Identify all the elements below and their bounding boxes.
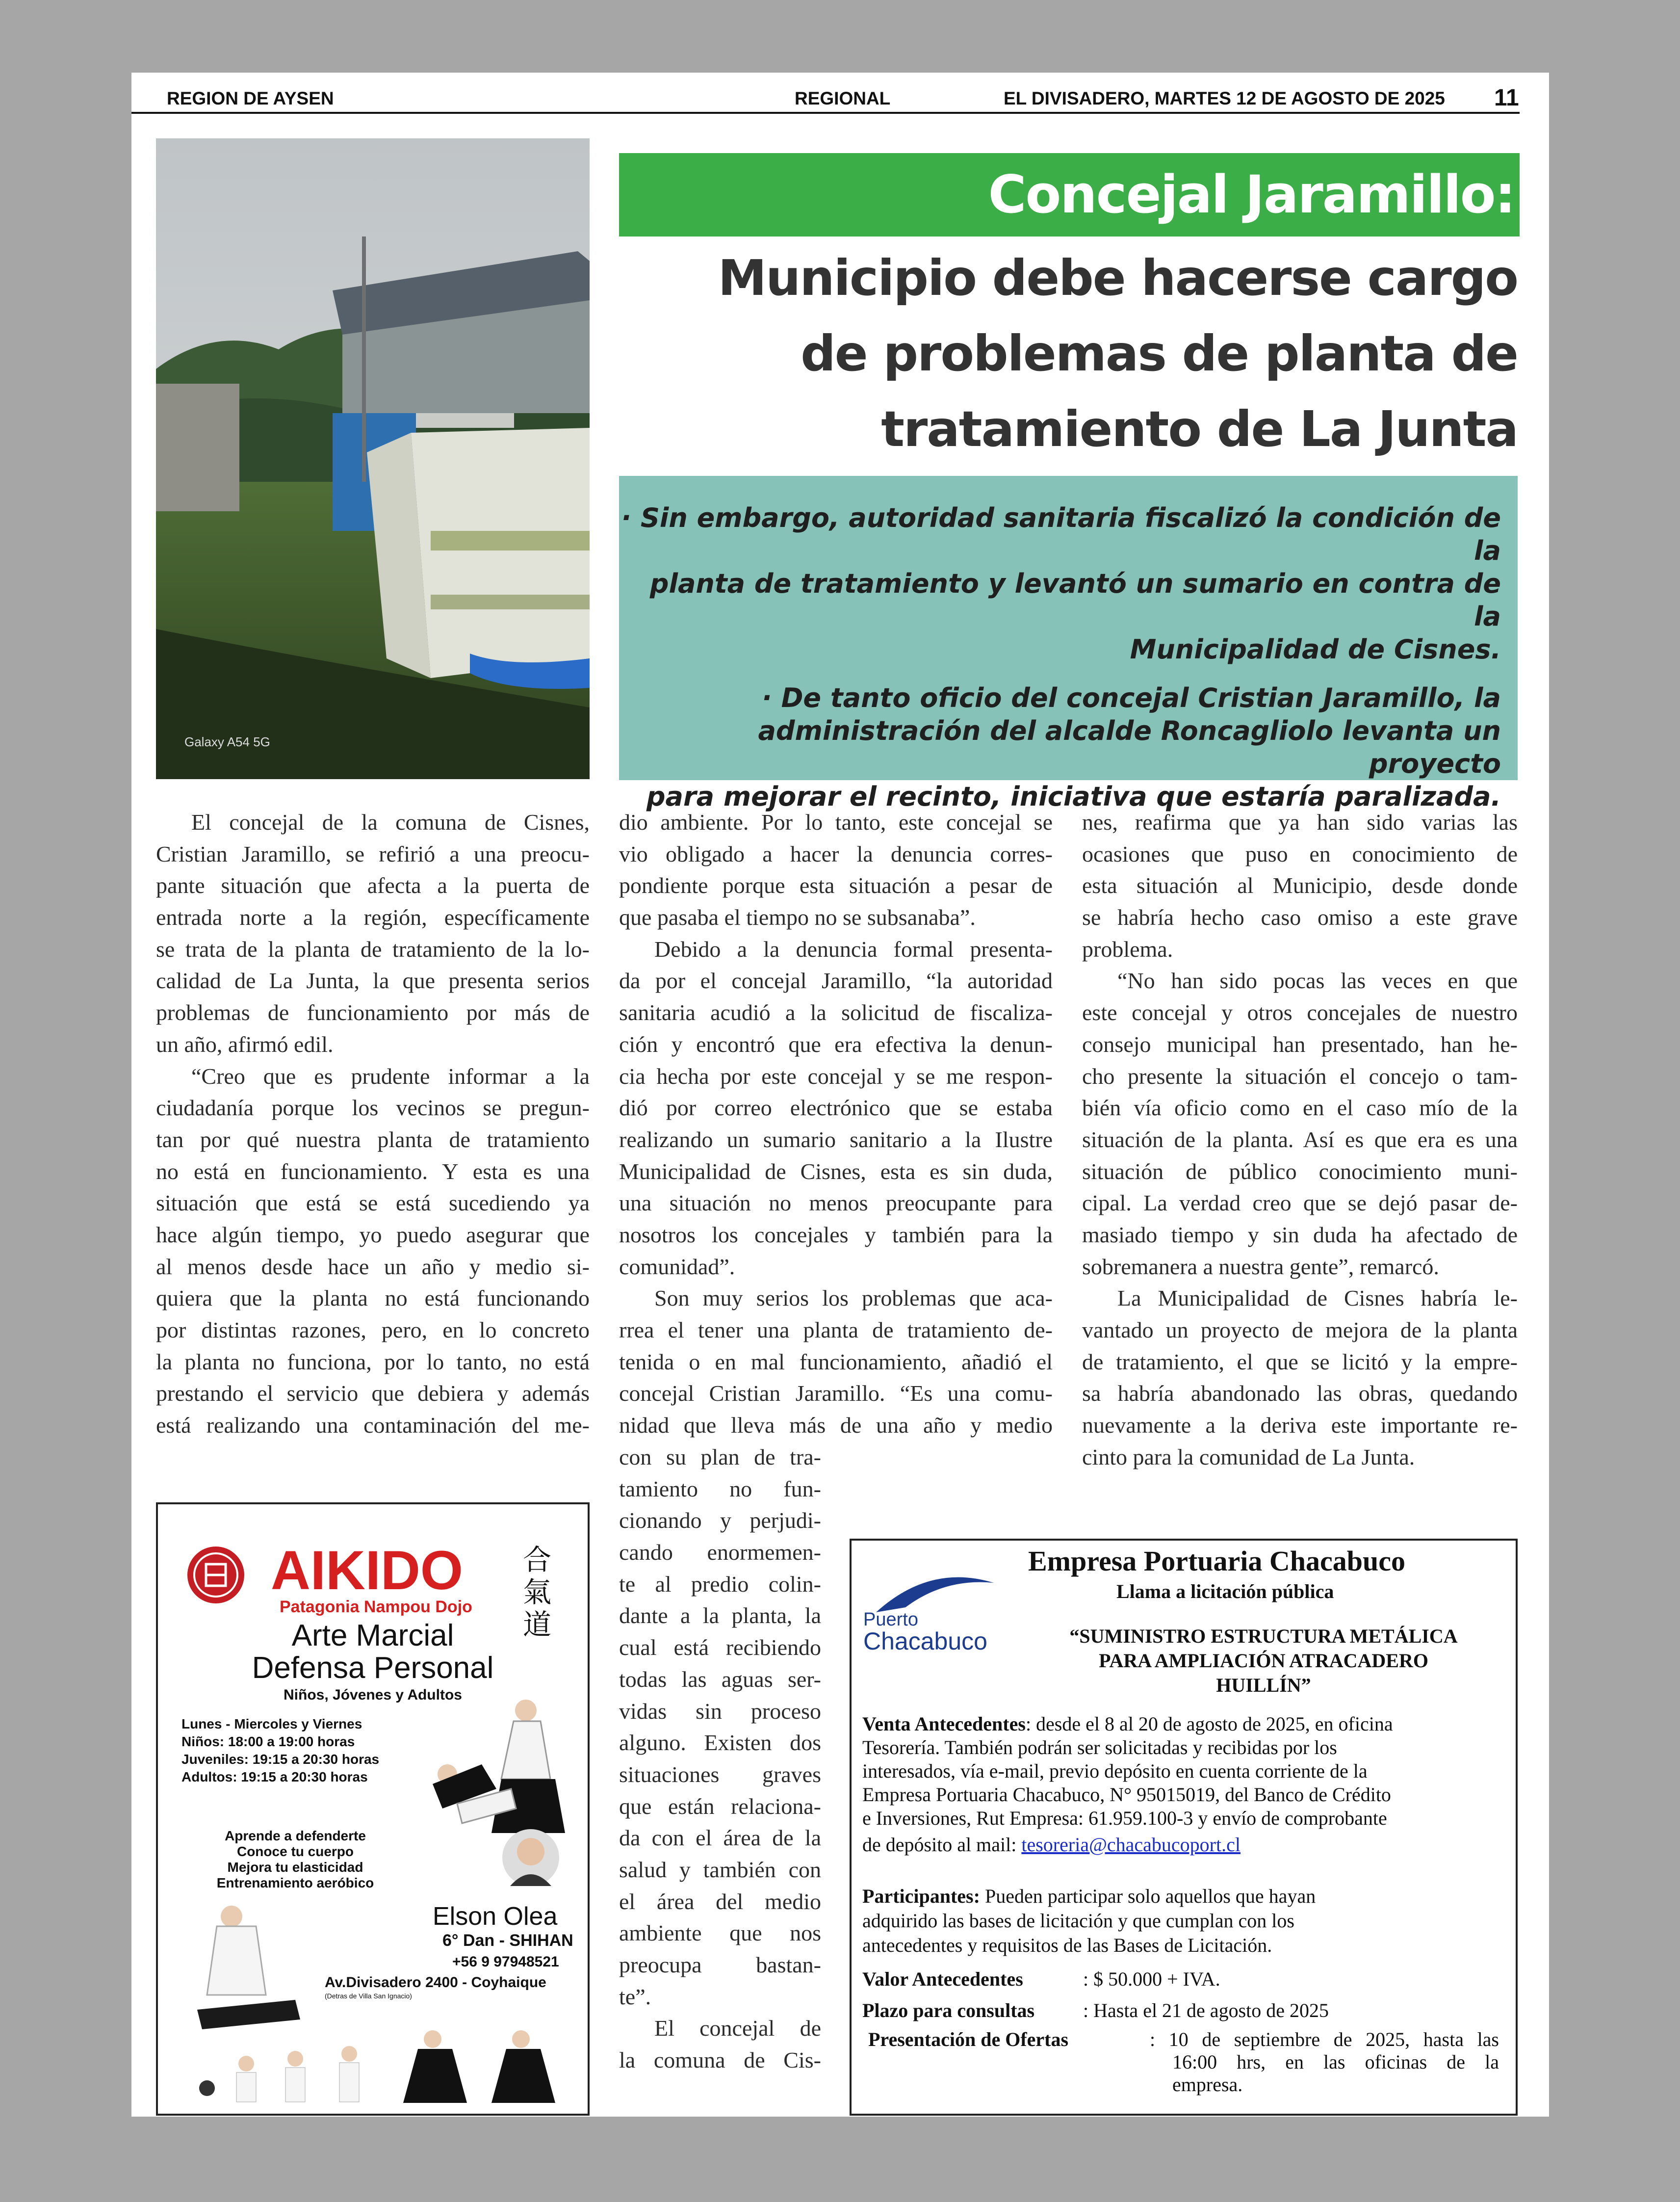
participantes-line: adquirido las bases de licitación y que cumplan con los bbox=[862, 1910, 1294, 1932]
body-line: que están relaciona- bbox=[619, 1793, 821, 1819]
body-line: dante a la planta, la bbox=[619, 1603, 821, 1628]
email-link[interactable]: tesoreria@chacabucoport.cl bbox=[1021, 1834, 1241, 1856]
dojo-seal-icon bbox=[185, 1545, 246, 1605]
body-line: te”. bbox=[619, 1984, 651, 2009]
body-line: cando enormemen- bbox=[619, 1540, 821, 1565]
participantes-line: antecedentes y requisitos de las Bases de Licitación. bbox=[862, 1934, 1272, 1956]
body-line: dió por correo electrónico que se estaba bbox=[619, 1095, 1053, 1121]
publication-date: EL DIVISADERO, MARTES 12 DE AGOSTO DE 2025 bbox=[1004, 88, 1445, 108]
body-line: tenida o en mal funcionamiento, añadió el bbox=[619, 1349, 1053, 1374]
presentacion-row bbox=[868, 2028, 1499, 2096]
presentacion-line: empresa. bbox=[1172, 2073, 1243, 2096]
body-line: esta situación al Municipio, desde donde bbox=[1082, 873, 1518, 898]
body-line: tamiento no fun- bbox=[619, 1476, 821, 1501]
body-line: problema. bbox=[1082, 936, 1173, 962]
body-line: cinto para la comunidad de La Junta. bbox=[1082, 1444, 1415, 1469]
body-line: situación que está se está sucediendo ya bbox=[156, 1190, 590, 1216]
body-line: de tratamiento, el que se licitó y la empre- bbox=[1082, 1349, 1518, 1374]
body-line: ocasiones que puso en conocimiento de bbox=[1082, 841, 1518, 866]
body-line: un año, afirmó edil. bbox=[156, 1031, 334, 1057]
kanji-char: 合 bbox=[523, 1543, 552, 1576]
body-line: rrea el tener una planta de tratamiento de- bbox=[619, 1317, 1053, 1342]
body-line: no está en funcionamiento. Y esta es una bbox=[156, 1158, 590, 1184]
port-tender-ad bbox=[850, 1539, 1518, 2116]
photo-caption: Galaxy A54 5G bbox=[184, 734, 270, 749]
article-kicker: Concejal Jaramillo: bbox=[619, 153, 1520, 236]
headline-line: tratamiento de La Junta bbox=[881, 400, 1518, 458]
logo-text-puerto: Puerto bbox=[863, 1609, 918, 1630]
dek-line: para mejorar el recinto, iniciativa que estaría paralizada. bbox=[646, 781, 1501, 812]
presentacion-line: : 10 de septiembre de 2025, hasta las bbox=[1150, 2028, 1499, 2050]
body-line: El concejal de la comuna de Cisnes, bbox=[191, 810, 590, 835]
presentacion-label: Presentación de Ofertas bbox=[868, 2028, 1069, 2050]
body-line: consejo municipal han presentado, han he- bbox=[1082, 1031, 1518, 1057]
ad-subtitle: Llama a licitación pública bbox=[1116, 1580, 1334, 1602]
body-line: concejal Cristian Jaramillo. “Es una comu- bbox=[619, 1381, 1053, 1406]
venta-label: Venta Antecedentes bbox=[862, 1713, 1026, 1735]
kids-figure bbox=[187, 1897, 315, 2044]
body-line: cual está recibiendo bbox=[619, 1635, 821, 1660]
body-line: comunidad”. bbox=[619, 1254, 735, 1279]
page-number: 11 bbox=[1494, 85, 1519, 111]
ad-line-2: Defensa Personal bbox=[252, 1651, 494, 1685]
participantes-label: Participantes: bbox=[862, 1885, 980, 1907]
body-line: La Municipalidad de Cisnes habría le- bbox=[1117, 1285, 1518, 1311]
body-line: realizando un sumario sanitario a la Ilustre bbox=[619, 1127, 1053, 1152]
body-line: con su plan de tra- bbox=[619, 1444, 821, 1469]
article-column-3 bbox=[1082, 807, 1518, 1473]
article-column-1 bbox=[156, 807, 590, 1442]
instructor-rank: 6° Dan - SHIHAN bbox=[442, 1931, 573, 1950]
body-line: cho presente la situación el concejo o tam- bbox=[1082, 1063, 1518, 1089]
instructor-avatar bbox=[501, 1828, 560, 1887]
body-line: se trata de la planta de tratamiento de la lo- bbox=[156, 936, 590, 962]
headline-line: Municipio debe hacerse cargo bbox=[718, 249, 1518, 307]
body-line: tan por qué nuestra planta de tratamiento bbox=[156, 1127, 590, 1152]
body-line: ambiente que nos bbox=[619, 1920, 821, 1946]
body-line: sa habría abandonado las obras, quedando bbox=[1082, 1381, 1518, 1406]
body-line: problemas de funcionamiento por más de bbox=[156, 1000, 590, 1025]
body-line: dio ambiente. Por lo tanto, este concejal se bbox=[619, 810, 1053, 835]
dek-line: Municipalidad de Cisnes. bbox=[1130, 634, 1501, 665]
body-line: te al predio colin- bbox=[619, 1571, 821, 1597]
dojo-address: Av.Divisadero 2400 - Coyhaique bbox=[325, 1974, 546, 1991]
body-line: que pasaba el tiempo no se subsanaba”. bbox=[619, 905, 976, 930]
benefit-line: Mejora tu elasticidad bbox=[227, 1860, 363, 1875]
presentacion-text bbox=[1150, 2028, 1499, 2096]
dek-line: planta de tratamiento y levantó un sumario en contra de la bbox=[649, 568, 1501, 632]
body-line: da por el concejal Jaramillo, “la autoridad bbox=[619, 968, 1053, 994]
body-line: “Creo que es prudente informar a la bbox=[191, 1063, 590, 1089]
schedule-line: Juveniles: 19:15 a 20:30 horas bbox=[181, 1752, 380, 1767]
body-line: nuevamente a la deriva este importante re- bbox=[1082, 1413, 1518, 1438]
aikido-title: AIKIDO bbox=[271, 1540, 463, 1601]
venta-line: interesados, vía e-mail, previo depósito en cuenta corriente de la bbox=[862, 1760, 1368, 1782]
body-line: “No han sido pocas las veces en que bbox=[1117, 968, 1518, 994]
body-line: situación de la planta. Así es que era es una bbox=[1082, 1127, 1518, 1152]
body-line: nidad que lleva más de una año y medio bbox=[619, 1413, 1053, 1438]
header-rule bbox=[131, 112, 1520, 114]
body-line: cipal. La verdad creo que se dejó pasar de- bbox=[1082, 1190, 1518, 1216]
aikido-ad bbox=[156, 1502, 590, 2116]
body-line: hace algún tiempo, yo puedo asegurar que bbox=[156, 1222, 590, 1247]
article-photo bbox=[156, 138, 590, 779]
body-line: vio obligado a hacer la denuncia corres- bbox=[619, 841, 1053, 866]
body-line: Municipalidad de Cisnes, esta es sin duda, bbox=[619, 1158, 1053, 1184]
contact-phone: +56 9 97948521 bbox=[452, 1954, 559, 1970]
body-line: da con el área de la bbox=[619, 1825, 821, 1851]
body-line: prestando el servicio que debiera y además bbox=[156, 1381, 590, 1406]
body-line: salud y también con bbox=[619, 1857, 821, 1882]
body-line: cionando y perjudi- bbox=[619, 1508, 821, 1533]
body-line: está realizando una contaminación del me- bbox=[156, 1413, 590, 1438]
ad-audience: Niños, Jóvenes y Adultos bbox=[284, 1687, 462, 1703]
body-line: por distintas razones, pero, en lo concreto bbox=[156, 1317, 590, 1342]
participantes-section bbox=[862, 1884, 1509, 1958]
venta-line: Empresa Portuaria Chacabuco, N° 95015019, del Banco de Crédito bbox=[862, 1783, 1391, 1806]
venta-line: : desde el 8 al 20 de agosto de 2025, en oficina bbox=[1025, 1713, 1393, 1735]
project-line: “SUMINISTRO ESTRUCTURA METÁLICA bbox=[1069, 1625, 1458, 1647]
dek-bullet bbox=[619, 682, 1501, 813]
instructor-name: Elson Olea bbox=[433, 1902, 558, 1931]
body-line: cia hecha por este concejal y se me respon- bbox=[619, 1063, 1053, 1089]
body-line: Son muy serios los problemas que aca- bbox=[654, 1285, 1053, 1311]
body-line: nosotros los concejales y también para la bbox=[619, 1222, 1053, 1247]
article-column-2 bbox=[619, 807, 1053, 1442]
body-line: El concejal de bbox=[654, 2016, 821, 2041]
body-line: se habría hecho caso omiso a este grave bbox=[1082, 905, 1518, 930]
body-line: situaciones graves bbox=[619, 1761, 821, 1787]
schedule-line: Lunes - Miercoles y Viernes bbox=[181, 1716, 362, 1731]
body-line: Debido a la denuncia formal presenta- bbox=[654, 936, 1053, 962]
body-line: pante situación que afecta a la puerta de bbox=[156, 873, 590, 898]
students-row-figure bbox=[187, 2029, 570, 2108]
body-line: vantado un proyecto de mejora de la planta bbox=[1082, 1317, 1518, 1342]
benefit-line: Conoce tu cuerpo bbox=[236, 1844, 354, 1859]
venta-section bbox=[862, 1712, 1509, 1857]
body-line: al menos desde hace un año y medio si- bbox=[156, 1254, 590, 1279]
plazo-text: : Hasta el 21 de agosto de 2025 bbox=[1083, 1999, 1329, 2021]
benefits-list bbox=[158, 1828, 433, 1891]
body-line: la planta no funciona, por lo tanto, no está bbox=[156, 1349, 590, 1374]
article-dek bbox=[619, 476, 1518, 812]
valor-text: : $ 50.000 + IVA. bbox=[1083, 1968, 1220, 1990]
body-line: masiado tiempo y sin duda ha afectado de bbox=[1082, 1222, 1518, 1247]
body-line: entrada norte a la región, específicamente bbox=[156, 905, 590, 930]
body-line: todas las aguas ser- bbox=[619, 1666, 821, 1692]
article-headline bbox=[619, 240, 1518, 467]
project-line: HUILLÍN” bbox=[1216, 1674, 1311, 1696]
body-line: preocupa bastan- bbox=[619, 1952, 821, 1977]
dek-bullet bbox=[619, 501, 1501, 666]
body-line: la comuna de Cis- bbox=[619, 2047, 821, 2073]
body-line: ciudadanía porque los vecinos se pregun- bbox=[156, 1095, 590, 1121]
presentacion-line: 16:00 hrs, en las oficinas de la bbox=[1172, 2051, 1499, 2073]
body-line: alguno. Existen dos bbox=[619, 1730, 821, 1756]
dek-line: · De tanto oficio del concejal Cristian Jaramillo, la bbox=[762, 682, 1501, 713]
project-title bbox=[1018, 1624, 1509, 1698]
venta-line: Tesorería. También podrán ser solicitadas y recibidas por los bbox=[862, 1736, 1337, 1758]
body-line: ción y encontró que era efectiva la denun- bbox=[619, 1031, 1053, 1057]
body-line: nes, reafirma que ya han sido varias las bbox=[1082, 810, 1518, 835]
logo-text-chacabuco: Chacabuco bbox=[863, 1627, 987, 1655]
body-line: sanitaria acudió a la solicitud de fiscaliza- bbox=[619, 1000, 1053, 1025]
kanji-char: 道 bbox=[523, 1608, 552, 1641]
venta-line: e Inversiones, Rut Empresa: 61.959.100-3 y envío de comprobante bbox=[862, 1807, 1387, 1829]
dek-line: · Sin embargo, autoridad sanitaria fiscalizó la condición de la bbox=[621, 502, 1501, 566]
company-name: Empresa Portuaria Chacabuco bbox=[1028, 1545, 1406, 1577]
body-line: Cristian Jaramillo, se refirió a una preocu- bbox=[156, 841, 590, 866]
treatment-plant-photo bbox=[156, 138, 590, 779]
venta-line: de depósito al mail: bbox=[862, 1834, 1022, 1856]
article-column-2-narrow bbox=[619, 1442, 821, 2076]
schedule-line: Niños: 18:00 a 19:00 horas bbox=[181, 1734, 355, 1749]
body-line: este concejal y otros concejales de nuestro bbox=[1082, 1000, 1518, 1025]
body-line: pondiente porque esta situación a pesar de bbox=[619, 873, 1053, 898]
valor-row bbox=[862, 1967, 1220, 1991]
participantes-line: Pueden participar solo aquellos que hayan bbox=[980, 1885, 1316, 1907]
body-line: el área del medio bbox=[619, 1888, 821, 1914]
ad-line-1: Arte Marcial bbox=[291, 1619, 454, 1652]
body-line: vidas sin proceso bbox=[619, 1698, 821, 1724]
project-line: PARA AMPLIACIÓN ATRACADERO bbox=[1099, 1650, 1428, 1672]
section-center: REGIONAL bbox=[795, 88, 891, 108]
headline-line: de problemas de planta de bbox=[801, 325, 1518, 382]
dojo-name: Patagonia Nampou Dojo bbox=[280, 1598, 472, 1616]
section-left: REGION DE AYSEN bbox=[167, 88, 334, 108]
class-schedule bbox=[181, 1715, 379, 1786]
body-line: calidad de La Junta, la que presenta serios bbox=[156, 968, 590, 994]
body-line: una situación no menos preocupante para bbox=[619, 1190, 1053, 1216]
body-line: bién vía oficio como en el caso mío de la bbox=[1082, 1095, 1518, 1121]
body-line: quiera que la planta no está funcionando bbox=[156, 1285, 590, 1311]
plazo-label: Plazo para consultas bbox=[862, 1999, 1035, 2021]
plazo-row bbox=[862, 1999, 1329, 2022]
address-note: (Detras de Villa San Ignacio) bbox=[325, 1992, 412, 2000]
benefit-line: Entrenamiento aeróbico bbox=[216, 1875, 374, 1890]
body-line: sobremanera a nuestra gente”, remarcó. bbox=[1082, 1254, 1439, 1279]
valor-label: Valor Antecedentes bbox=[862, 1968, 1023, 1990]
body-line: situación de público conocimiento muni- bbox=[1082, 1158, 1518, 1184]
schedule-line: Adultos: 19:15 a 20:30 horas bbox=[181, 1769, 368, 1784]
aikido-throw-figure bbox=[413, 1691, 570, 1838]
dek-line: administración del alcalde Roncagliolo levanta un proyecto bbox=[758, 715, 1501, 779]
kanji-char: 氣 bbox=[523, 1575, 552, 1609]
benefit-line: Aprende a defenderte bbox=[225, 1828, 366, 1843]
